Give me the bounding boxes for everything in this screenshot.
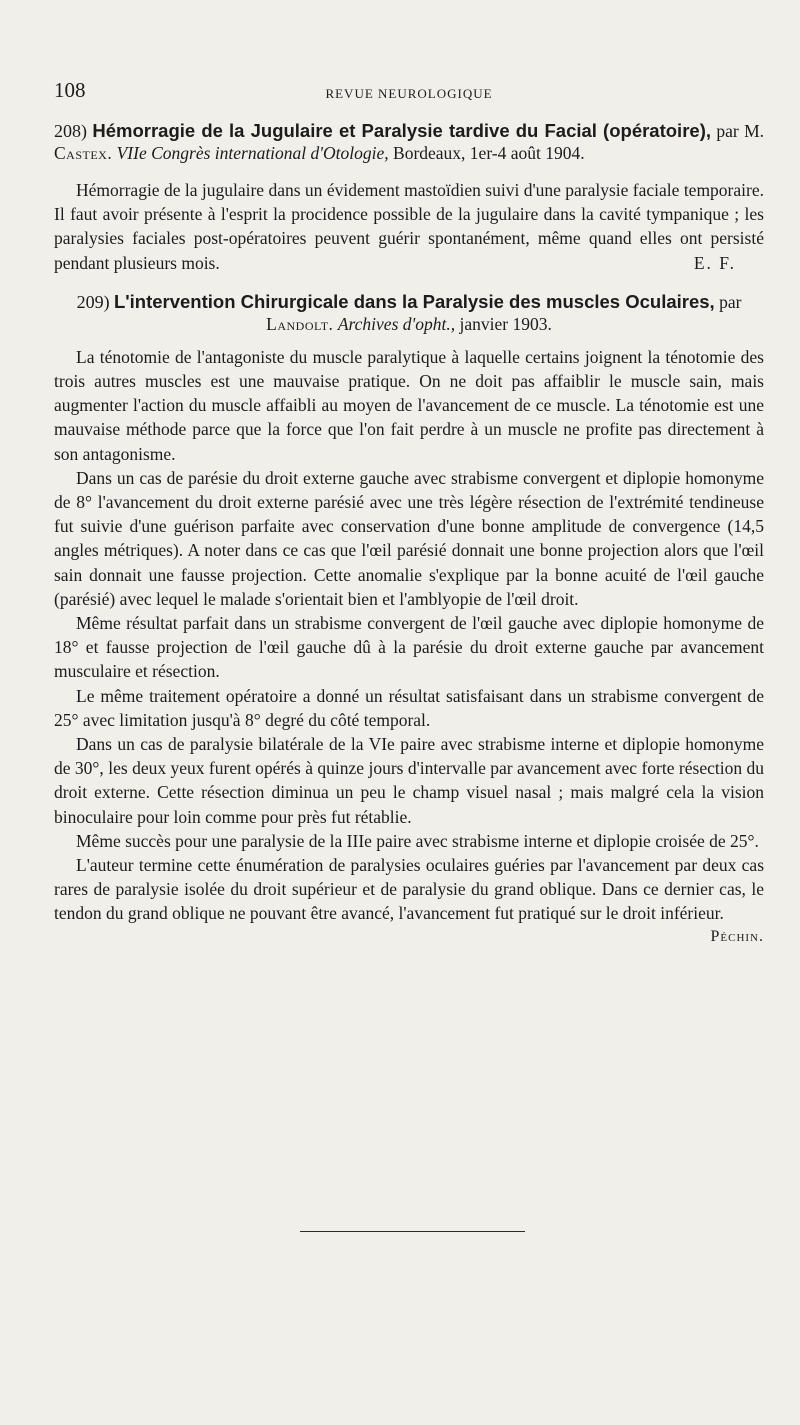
entry-body (54, 345, 764, 926)
entry-body (54, 178, 764, 275)
entry-by: par (719, 291, 742, 312)
entry-by: par M. (716, 121, 765, 141)
entry-date: Bordeaux, 1er-4 août 1904. (393, 143, 585, 163)
entry-number: 208) (54, 121, 87, 141)
entry-author: Castex. (54, 143, 113, 163)
paragraph-text: Hémorragie de la jugulaire dans un évidement mastoïdien suivi d'une paralysie faciale temporaire. Il faut avoir présente à l'esprit la procidence possible de la jugulaire dans la cavité tympanique ; les paralysies faciales post-opératoires peuvent guérir spontanément, même quand elles ont persisté pendant plusieurs mois. (54, 180, 764, 273)
entry-heading (54, 120, 764, 164)
paragraph: L'auteur termine cette énumération de paralysies oculaires guéries par l'avancement par deux cas rares de paralysie isolée du droit supérieur et de paralysie du grand oblique. Dans ce dernier cas, le tendon du grand oblique ne pouvant être avancé, l'avancement fut pratiqué sur le droit inférieur. (54, 855, 764, 924)
signature: E. F. (693, 252, 736, 273)
entry-number: 209) (76, 291, 110, 312)
paragraph: Même résultat parfait dans un strabisme convergent de l'œil gauche avec diplopie homonyme de 18° et fausse projection de l'œil gauche dû à la parésie du droit externe gauche par avancement musculaire et résection. (54, 613, 764, 682)
end-rule (300, 1231, 525, 1232)
running-head (54, 78, 764, 108)
page-number: 108 (54, 78, 86, 102)
entry-209 (54, 291, 764, 946)
page (54, 78, 764, 946)
entry-title: L'intervention Chirurgicale dans la Paralysie des muscles Oculaires, (113, 290, 715, 312)
entry-208 (54, 120, 764, 275)
paragraph: Le même traitement opératoire a donné un résultat satisfaisant dans un strabisme convergent de 25° avec limitation jusqu'à 8° degré du côté temporal. (54, 685, 764, 730)
entry-date: janvier 1903. (459, 313, 552, 334)
entry-heading (54, 291, 764, 335)
paragraph (54, 178, 764, 275)
entry-author: Landolt. (266, 313, 334, 334)
entry-title: Hémorragie de la Jugulaire et Paralysie tardive du Facial (opératoire), (92, 120, 711, 141)
signature: Péchin. (710, 927, 764, 945)
paragraph: Même succès pour une paralysie de la IIIe paire avec strabisme interne et diplopie croisée de 25°. (76, 830, 759, 851)
paragraph: Dans un cas de parésie du droit externe gauche avec strabisme convergent et diplopie homonyme de 8° l'avancement du droit externe parésié avec une très légère résection de l'extrémité tendineuse fut suivie d'une guérison parfaite avec conservation d'une bonne amplitude de convergence (14,5 angles métriques). A noter dans ce cas que l'œil parésié donnait une bonne projection alors que l'œil sain donnait une fausse projection. Cette anomalie s'explique par la bonne acuité de l'œil gauche (parésié) avec lequel le malade s'orientait bien et l'amblyopie de l'œil droit. (54, 467, 764, 609)
entry-source: Archives d'opht., (337, 313, 456, 334)
entry-source: VIIe Congrès international d'Otologie, (116, 143, 389, 163)
paragraph: La ténotomie de l'antagoniste du muscle paralytique à laquelle certains joignent la ténotomie des trois autres muscles est une mauvaise pratique. On ne doit pas affaiblir le muscle sain, mais augmenter l'action du muscle affaibli au moyen de l'avancement de ce muscle. La ténotomie est une mauvaise méthode parce que la force que l'on fait perdre à un muscle ne profite pas directement à son antagonisme. (54, 346, 764, 464)
journal-title: REVUE NEUROLOGIQUE (325, 86, 493, 101)
paragraph: Dans un cas de paralysie bilatérale de la VIe paire avec strabisme interne et diplopie homonyme de 30°, les deux yeux furent opérés à quinze jours d'intervalle par avancement avec forte résection du droit externe. Cette résection diminua un peu le champ visuel nasal ; mais malgré cela la vision binoculaire pour loin comme pour près fut rétablie. (54, 734, 764, 827)
